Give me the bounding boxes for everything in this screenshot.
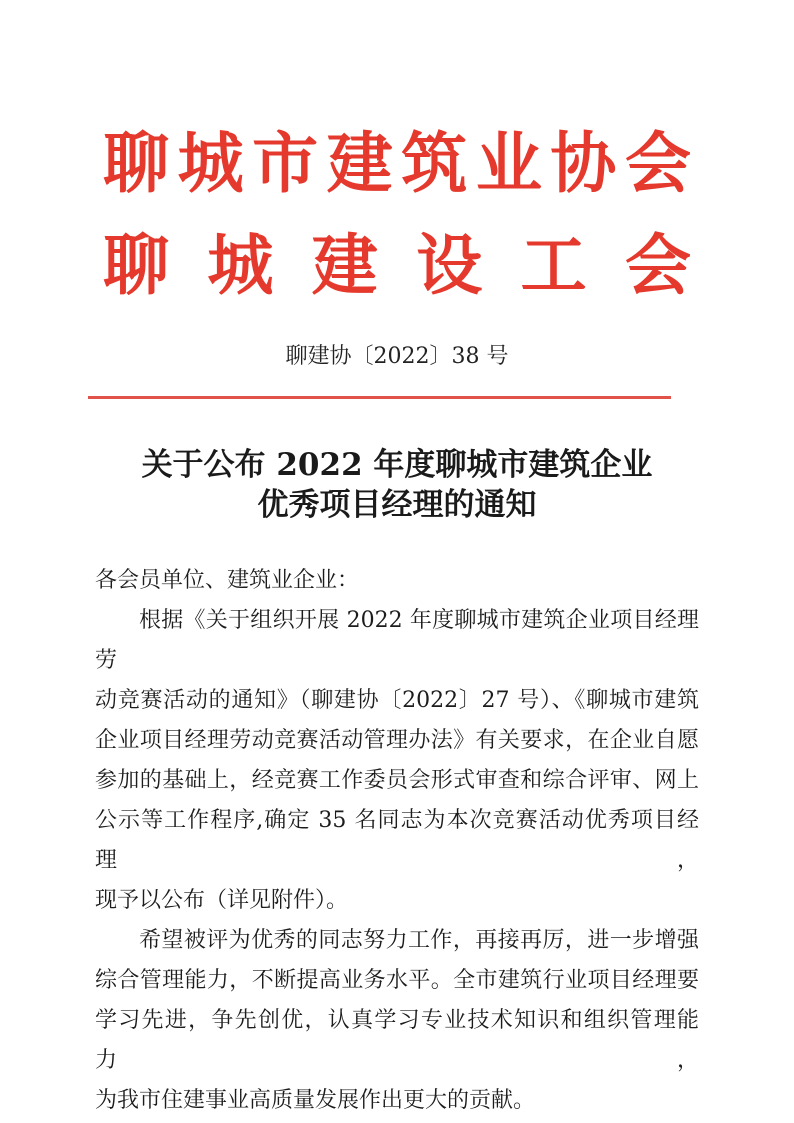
notice-body xyxy=(95,561,699,1121)
letterhead xyxy=(103,0,691,304)
notice-title-line1: 关于公布 2022 年度聊城市建筑企业 xyxy=(141,447,653,483)
salutation: 各会员单位、建筑业企业： xyxy=(95,568,360,593)
paragraph2-line: 希望被评为优秀的同志努力工作，再接再厉，进一步增强 xyxy=(139,928,699,953)
paragraph1-line: 企业项目经理劳动竞赛活动管理办法》有关要求，在企业自愿 xyxy=(95,728,699,753)
org-name-line2: 聊城建设工会 xyxy=(103,226,691,304)
paragraph1-line: 动竞赛活动的通知》（聊建协〔2022〕27 号）、《聊城市建筑 xyxy=(95,688,699,713)
paragraph1-line: 现予以公布（详见附件）。 xyxy=(95,888,349,913)
paragraph2-line: 学习先进，争先创优，认真学习专业技术知识和组织管理能力， xyxy=(95,1008,699,1073)
paragraph1-line: 根据《关于组织开展 2022 年度聊城市建筑企业项目经理劳 xyxy=(95,608,699,673)
paragraph2-line: 为我市住建事业高质量发展作出更大的贡献。 xyxy=(95,1088,536,1113)
paragraph1-line: 公示等工作程序,确定 35 名同志为本次竞赛活动优秀项目经理， xyxy=(95,808,699,873)
notice-title-line2: 优秀项目经理的通知 xyxy=(257,487,537,523)
red-divider-rule xyxy=(88,396,671,399)
paragraph1-line: 参加的基础上，经竞赛工作委员会形式审查和综合评审、网上 xyxy=(95,768,699,793)
paragraph2-line: 综合管理能力，不断提高业务水平。全市建筑行业项目经理要 xyxy=(95,968,699,993)
org-name-line1: 聊城市建筑业协会 xyxy=(103,124,691,202)
notice-title xyxy=(77,445,717,525)
doc-reference-number: 聊建协〔2022〕38 号 xyxy=(285,344,509,369)
